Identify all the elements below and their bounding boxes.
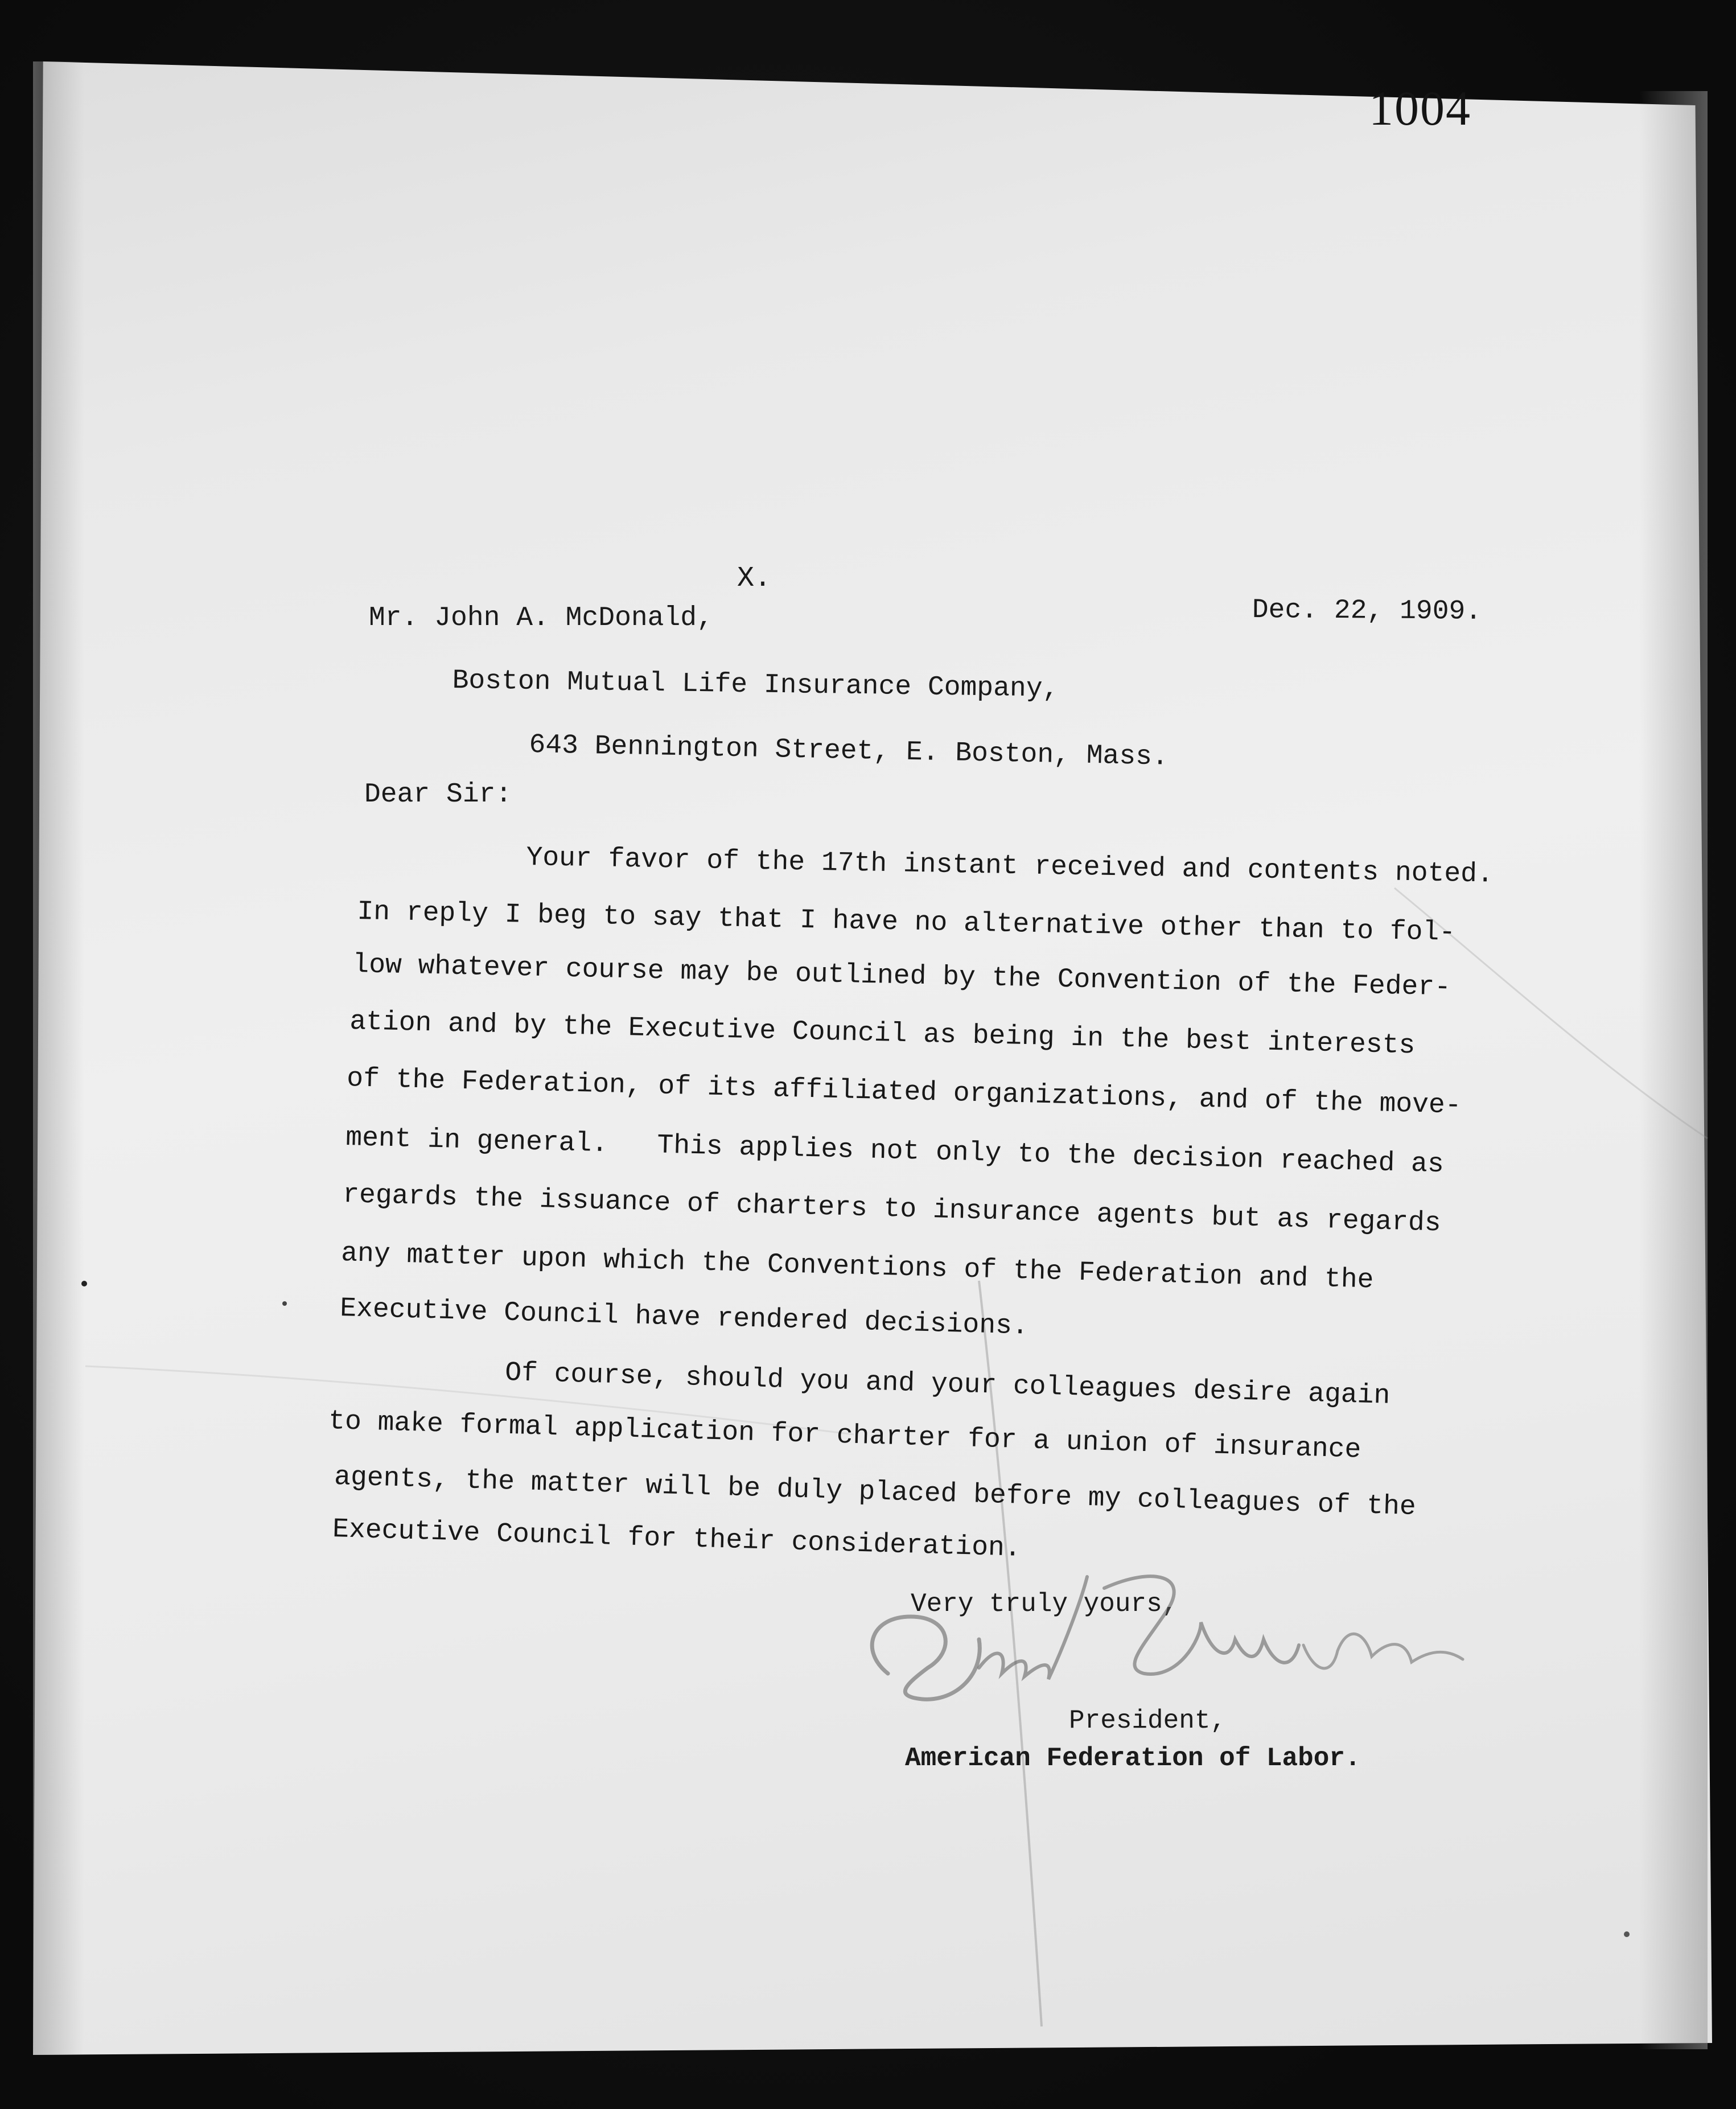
handwritten-signature: [837, 1554, 1491, 1725]
recipient-company: Boston Mutual Life Insurance Company,: [452, 665, 1059, 705]
signer-title: President,: [1069, 1706, 1227, 1736]
file-mark: X.: [737, 562, 772, 595]
body-line: Executive Council for their consideration.: [332, 1514, 1022, 1564]
letter-date: Dec. 22, 1909.: [1252, 595, 1482, 627]
body-line: to make formal application for charter for a union of insurance: [328, 1406, 1361, 1466]
body-line: of the Federation, of its affiliated organizations, and of the move-: [346, 1063, 1462, 1121]
sheet-shadow-left: [33, 61, 84, 2055]
body-line: Of course, should you and your colleagues desire again: [504, 1358, 1391, 1412]
body-line: regards the issuance of charters to insurance agents but as regards: [342, 1179, 1442, 1239]
body-line: low whatever course may be outlined by the Convention of the Feder-: [352, 949, 1451, 1004]
body-line: Executive Council have rendered decisions.: [339, 1293, 1029, 1342]
sheet-shadow-right: [1639, 91, 1708, 2049]
recipient-name: Mr. John A. McDonald,: [369, 603, 713, 634]
body-line: any matter upon which the Conventions of the Federation and the: [340, 1238, 1375, 1296]
body-line: Your favor of the 17th instant received and contents noted.: [526, 842, 1494, 890]
salutation: Dear Sir:: [364, 779, 512, 810]
signer-organization: American Federation of Labor.: [905, 1744, 1361, 1773]
body-line: ation and by the Executive Council as being in the best interests: [349, 1006, 1416, 1062]
closing: Very truly yours,: [911, 1589, 1178, 1619]
body-line: In reply I beg to say that I have no alternative other than to fol-: [356, 897, 1456, 949]
body-line: agents, the matter will be duly placed before my colleagues of the: [334, 1462, 1417, 1523]
letter-sheet: [33, 61, 1712, 2055]
recipient-address: 643 Bennington Street, E. Boston, Mass.: [529, 730, 1169, 773]
body-line: ment in general. This applies not only to the decision reached as: [345, 1123, 1445, 1181]
page-number: 1004: [1369, 81, 1471, 135]
